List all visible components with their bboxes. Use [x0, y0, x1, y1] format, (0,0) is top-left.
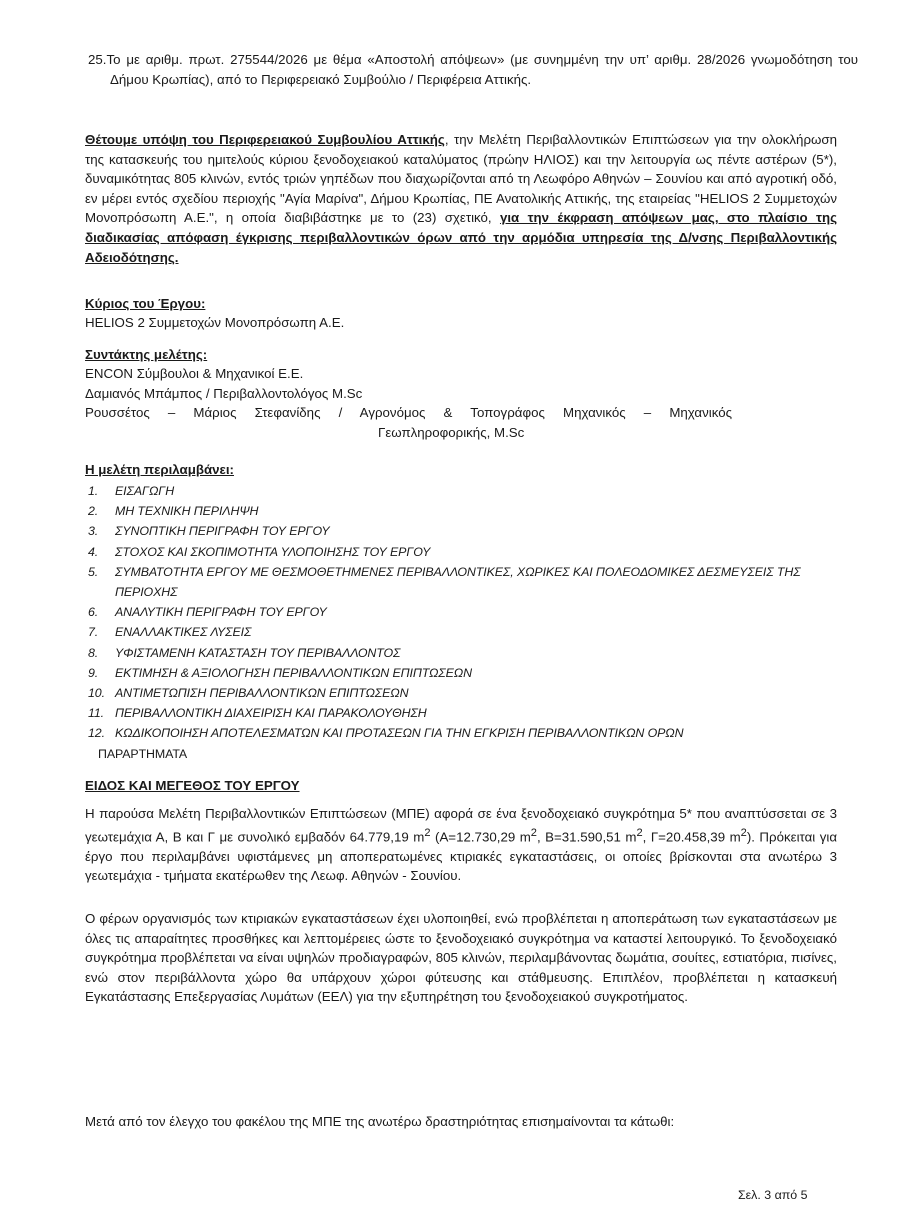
- toc-item: [85, 521, 837, 541]
- author-line: Γεωπληροφορικής, M.Sc: [378, 424, 525, 440]
- toc-item-text: ΜΗ ΤΕΧΝΙΚΗ ΠΕΡΙΛΗΨΗ: [115, 504, 259, 519]
- toc-item: [85, 481, 837, 501]
- toc-item: [85, 683, 837, 703]
- page-number: Σελ. 3 από 5: [738, 1188, 808, 1202]
- toc-item-text: ΣΥΜΒΑΤΟΤΗΤΑ ΕΡΓΟΥ ΜΕ ΘΕΣΜΟΘΕΤΗΜΕΝΕΣ ΠΕΡΙΒΑΛΛΟΝΤΙΚΕΣ, ΧΩΡΙΚΕΣ ΚΑΙ ΠΟΛΕΟΔΟΜΙΚΕΣ ΔΕΣΜΕΥΣΕΙΣ ΤΗΣ ΠΕΡΙΟΧΗΣ: [115, 564, 801, 600]
- para-text: ). Πρόκειται για έργο που περιλαμβάνει υφιστάμενες μη αποπερατωμένες κτιριακές εγκαταστάσεις, οι οποίες βρίσκονται στα ανωτέρω 3 γεωτεμάχια - τμήματα εκατέρωθεν της Λεωφ. Αθηνών - Σουνίου.: [85, 829, 838, 884]
- superscript: 2: [740, 826, 747, 839]
- toc-item-number: 11.: [88, 706, 105, 721]
- study-author-heading: Συντάκτης μελέτης:: [85, 347, 208, 362]
- study-author-list: [85, 364, 837, 442]
- intro-lead-bold: Θέτουμε υπόψη του Περιφερειακού Συμβουλίου Αττικής: [85, 132, 445, 147]
- para-text: (Α=12.730,29 m: [430, 829, 531, 845]
- toc-item-number: 4.: [88, 544, 99, 559]
- author-line: Δαμιανός Μπάμπος / Περιβαλλοντολόγος M.Sc: [85, 385, 363, 401]
- project-owner-heading: Κύριος του Έργου:: [85, 296, 206, 311]
- kind-size-paragraph-2: Ο φέρων οργανισμός των κτιριακών εγκαταστάσεων έχει υλοποιηθεί, ενώ προβλέπεται η αποπεράτωση των εγκαταστάσεων με όλες τις απαραίτητες προσθήκες και λεπτομέρειες ώστε το ξενοδοχειακό συγκρότημα να καταστεί λειτουργικό. Το ξενοδοχειακό συγκρότημα προβλέπεται να είναι υψηλών προδιαγραφών, 805 κλινών, περιλαμβάνοντας δωμάτια, σουίτες, εστιατόρια, πισίνες, ενώ στον περιβάλλοντα χώρο θα υπάρχουν χώροι φύτευσης και στάθμευσης. Επιπλέον, προβλέπεται η κατασκευή Εγκατάστασης Επεξεργασίας Λυμάτων (ΕΕΛ) για την εξυπηρέτηση του ξενοδοχειακού συγκροτήματος.: [85, 911, 837, 1005]
- toc-item-text: ΕΙΣΑΓΩΓΗ: [115, 484, 175, 498]
- project-owner-value: HELIOS 2 Συμμετοχών Μονοπρόσωπη Α.Ε.: [85, 315, 345, 330]
- intro-tail-bold: για την έκφραση απόψεων μας, στο πλαίσιο της διαδικασίας απόφαση έγκρισης περιβαλλοντικών όρων από την αρμόδια υπηρεσία της Δ/νσης Περιβαλλοντικής Αδειοδότησης.: [85, 210, 837, 265]
- toc-item-number: 9.: [88, 665, 99, 680]
- superscript: 2: [424, 826, 431, 839]
- toc-item-number: 10.: [88, 686, 105, 701]
- toc-item-number: 1.: [88, 484, 99, 498]
- toc-item: [85, 643, 837, 663]
- toc-item-text: ΣΥΝΟΠΤΙΚΗ ΠΕΡΙΓΡΑΦΗ ΤΟΥ ΕΡΓΟΥ: [115, 524, 330, 539]
- toc-item-number: 12.: [88, 726, 105, 741]
- item-number: 25.: [88, 52, 107, 67]
- para-text: , Β=31.590,51 m: [536, 829, 637, 845]
- numbered-item-25: [88, 50, 858, 89]
- closing-statement: Μετά από τον έλεγχο του φακέλου της ΜΠΕ της ανωτέρω δραστηριότητας επισημαίνονται τα κάτωθι:: [85, 1114, 675, 1129]
- toc-item-number: 8.: [88, 645, 99, 660]
- toc-appendix: ΠΑΡΑΡΤΗΜΑΤΑ: [98, 746, 188, 761]
- toc-item-text: ΑΝΑΛΥΤΙΚΗ ΠΕΡΙΓΡΑΦΗ ΤΟΥ ΕΡΓΟΥ: [115, 605, 327, 620]
- toc-item-text: ΕΝΑΛΛΑΚΤΙΚΕΣ ΛΥΣΕΙΣ: [115, 625, 252, 640]
- toc-item-text: ΑΝΤΙΜΕΤΩΠΙΣΗ ΠΕΡΙΒΑΛΛΟΝΤΙΚΩΝ ΕΠΙΠΤΩΣΕΩΝ: [115, 686, 409, 701]
- toc-item-text: ΥΦΙΣΤΑΜΕΝΗ ΚΑΤΑΣΤΑΣΗ ΤΟΥ ΠΕΡΙΒΑΛΛΟΝΤΟΣ: [115, 645, 401, 660]
- kind-and-size-heading: ΕΙΔΟΣ ΚΑΙ ΜΕΓΕΘΟΣ ΤΟΥ ΕΡΓΟΥ: [85, 778, 300, 793]
- para-text: Η παρούσα Μελέτη Περιβαλλοντικών Επιπτώσεων (ΜΠΕ) αφορά σε ένα ξενοδοχειακό συγκρότημα 5* που αναπτύσσεται σε 3 γεωτεμάχια Α, Β και Γ με συνολικό εμβαδόν 64.779,19 m: [85, 806, 837, 845]
- para-text: , Γ=20.458,39 m: [642, 829, 741, 845]
- superscript: 2: [530, 826, 537, 839]
- study-contents-heading: Η μελέτη περιλαμβάνει:: [85, 462, 234, 477]
- toc-item-number: 7.: [88, 625, 99, 640]
- intro-paragraph: [85, 130, 837, 267]
- kind-size-paragraph-1: [85, 804, 837, 886]
- author-line: Ρουσσέτος – Μάριος Στεφανίδης / Αγρονόμος & Τοπογράφος Μηχανικός – Μηχανικός: [85, 405, 732, 421]
- toc-item: [85, 602, 837, 622]
- intro-body: , την Μελέτη Περιβαλλοντικών Επιπτώσεων για την ολοκλήρωση της κατασκευής του ημιτελούς κύριου ξενοδοχειακού καταλύματος (πρώην ΗΛΙΟΣ) και την λειτουργία ως πέντε αστέρων (5*), δυναμικότητας 805 κλινών, εντός τριών γηπέδων που διαχωρίζονται από τη Λεωφόρο Αθηνών – Σουνίου και από αγροτική οδό, εν μέρει εντός σχεδίου περιοχής "Αγία Μαρίνα", Δήμου Κρωπίας, ΠΕ Ανατολικής Αττικής, της εταιρείας "HELIOS 2 Συμμετοχών Μονοπρόσωπη Α.Ε.", η οποία διαβιβάστηκε με το (23) σχετικό,: [85, 132, 837, 226]
- toc-item-number: 6.: [88, 605, 99, 620]
- toc-item: [85, 663, 837, 683]
- toc-item: [85, 723, 837, 743]
- toc-item-number: 2.: [88, 504, 99, 519]
- item-text: Το με αριθμ. πρωτ. 275544/2026 με θέμα «Αποστολή απόψεων» (με συνημμένη την υπ’ αριθμ. 28/2026 γνωμοδότηση του Δήμου Κρωπίας), από το Περιφερειακό Συμβούλιο / Περιφέρεια Αττικής.: [106, 52, 858, 87]
- toc-item-text: ΚΩΔΙΚΟΠΟΙΗΣΗ ΑΠΟΤΕΛΕΣΜΑΤΩΝ ΚΑΙ ΠΡΟΤΑΣΕΩΝ ΓΙΑ ΤΗΝ ΕΓΚΡΙΣΗ ΠΕΡΙΒΑΛΛΟΝΤΙΚΩΝ ΟΡΩΝ: [115, 726, 684, 741]
- toc-item-text: ΕΚΤΙΜΗΣΗ & ΑΞΙΟΛΟΓΗΣΗ ΠΕΡΙΒΑΛΛΟΝΤΙΚΩΝ ΕΠΙΠΤΩΣΕΩΝ: [115, 665, 472, 680]
- toc-item: [85, 622, 837, 642]
- toc-item-text: ΠΕΡΙΒΑΛΛΟΝΤΙΚΗ ΔΙΑΧΕΙΡΙΣΗ ΚΑΙ ΠΑΡΑΚΟΛΟΥΘΗΣΗ: [115, 706, 427, 721]
- toc-item-number: 5.: [88, 564, 99, 579]
- toc-item: [85, 501, 837, 521]
- toc-item-text: ΣΤΟΧΟΣ ΚΑΙ ΣΚΟΠΙΜΟΤΗΤΑ ΥΛΟΠΟΙΗΣΗΣ ΤΟΥ ΕΡΓΟΥ: [115, 544, 431, 559]
- toc-item: [85, 542, 837, 562]
- author-line: ENCON Σύμβουλοι & Μηχανικοί Ε.Ε.: [85, 366, 304, 381]
- toc-item: [85, 562, 837, 602]
- study-contents-list: [85, 481, 837, 764]
- toc-item-number: 3.: [88, 524, 99, 539]
- toc-item: [85, 703, 837, 723]
- superscript: 2: [636, 826, 643, 839]
